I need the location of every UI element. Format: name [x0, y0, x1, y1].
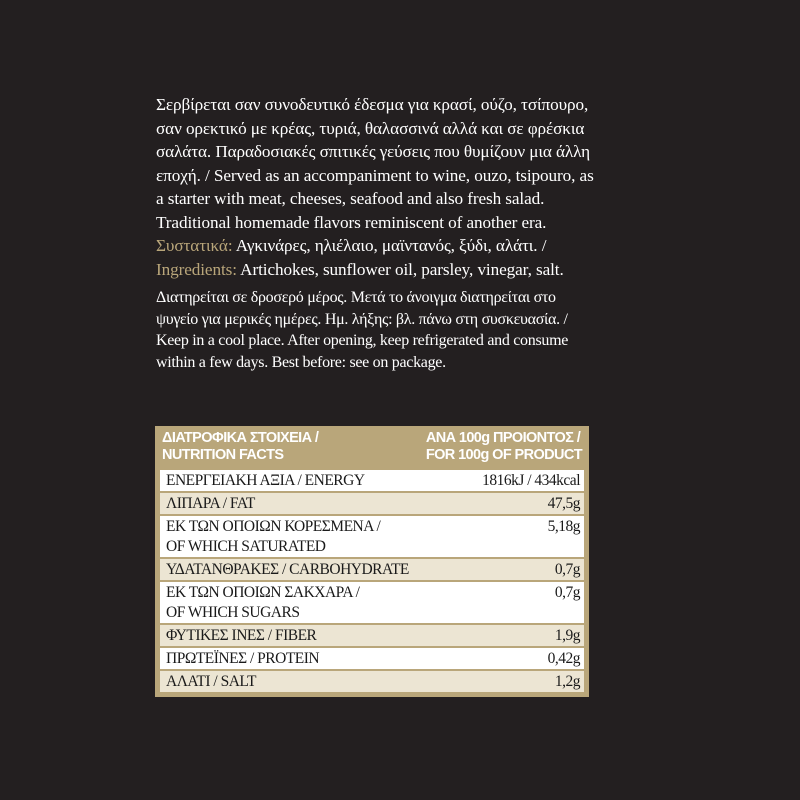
nutrition-label: ΠΡΩΤΕΪΝΕΣ / PROTEIN	[166, 650, 320, 667]
nutrition-row-saturated	[160, 514, 584, 557]
nutrition-row-protein	[160, 646, 584, 669]
nutrition-value: 47,5g	[547, 495, 580, 512]
nutrition-header-left-greek: ΔΙΑΤΡΟΦΙΚΑ ΣΤΟΙΧΕΙΑ /	[162, 430, 319, 446]
nutrition-value: 5,18g	[547, 518, 580, 535]
nutrition-header-right	[426, 430, 582, 464]
description-line: σαλάτα. Παραδοσιακές σπιτικές γεύσεις που θυμίζουν μια άλλη	[156, 142, 591, 161]
nutrition-row-fat	[160, 491, 584, 514]
description	[156, 93, 686, 234]
ingredients-label-greek: Συστατικά:	[156, 236, 233, 255]
nutrition-value: 1,2g	[554, 673, 580, 690]
nutrition-row-energy	[160, 468, 584, 491]
nutrition-header-right-english: FOR 100g OF PRODUCT	[425, 447, 582, 463]
nutrition-label: ΕΚ ΤΩΝ ΟΠΟΙΩΝ ΣΑΚΧΑΡΑ / OF WHICH SUGARS	[166, 584, 360, 621]
nutrition-value: 1,9g	[554, 627, 580, 644]
nutrition-header-right-greek: ΑΝΑ 100g ΠΡΟΙΟΝΤΟΣ /	[425, 430, 581, 446]
ingredients-text-english: Artichokes, sunflower oil, parsley, vinegar, salt.	[236, 259, 564, 279]
storage-instructions	[156, 287, 686, 373]
description-line: Σερβίρεται σαν συνοδευτικό έδεσμα για κρασί, ούζο, τσίπουρο,	[156, 95, 589, 114]
ingredients-text-greek: Αγκινάρες, ηλιέλαιο, μαϊντανός, ξύδι, αλάτι. /	[232, 236, 547, 255]
nutrition-label: ΥΔΑΤΑΝΘΡΑΚΕΣ / CARBOHYDRATE	[166, 561, 409, 578]
nutrition-value: 0,7g	[554, 584, 580, 601]
nutrition-header-left-english: NUTRITION FACTS	[162, 447, 284, 463]
ingredients	[156, 234, 686, 281]
storage-line: within a few days. Best before: see on package.	[156, 353, 446, 371]
nutrition-row-fiber	[160, 623, 584, 646]
nutrition-table	[155, 426, 589, 697]
description-line: εποχή. / Served as an accompaniment to wine, ouzo, tsipouro, as	[156, 165, 594, 185]
product-text-block	[156, 93, 686, 373]
nutrition-row-salt	[160, 669, 584, 692]
nutrition-label: ΦΥΤΙΚΕΣ ΙΝΕΣ / FIBER	[166, 627, 317, 644]
description-line: a starter with meat, cheeses, seafood and also fresh salad.	[156, 189, 545, 208]
nutrition-value: 1816kJ / 434kcal	[482, 472, 580, 489]
ingredients-label-english: Ingredients:	[156, 259, 237, 279]
description-line: Traditional homemade flavors reminiscent of another era.	[156, 212, 547, 232]
nutrition-label: ΕΚ ΤΩΝ ΟΠΟΙΩΝ ΚΟΡΕΣΜΕΝΑ / OF WHICH SATURATED	[166, 518, 381, 555]
nutrition-label: ΛΙΠΑΡΑ / FAT	[166, 495, 255, 512]
nutrition-value: 0,7g	[554, 561, 580, 578]
nutrition-header-left	[162, 430, 318, 464]
nutrition-row-carbohydrate	[160, 557, 584, 580]
nutrition-label: ΑΛΑΤΙ / SALT	[166, 673, 256, 690]
nutrition-value: 0,42g	[547, 650, 580, 667]
description-line: σαν ορεκτικό με κρέας, τυριά, θαλασσινά αλλά και σε φρέσκια	[156, 118, 585, 138]
nutrition-row-sugars	[160, 580, 584, 623]
nutrition-label: ΕΝΕΡΓΕΙΑΚΗ ΑΞΙΑ / ENERGY	[166, 472, 365, 489]
storage-line: Keep in a cool place. After opening, keep refrigerated and consume	[156, 332, 569, 349]
nutrition-header	[160, 430, 584, 468]
storage-line: Διατηρείται σε δροσερό μέρος. Μετά το άνοιγμα διατηρείται στο	[156, 289, 556, 306]
storage-line: ψυγείο για μερικές ημέρες. Ημ. λήξης: βλ. πάνω στη συσκευασία. /	[156, 310, 568, 328]
